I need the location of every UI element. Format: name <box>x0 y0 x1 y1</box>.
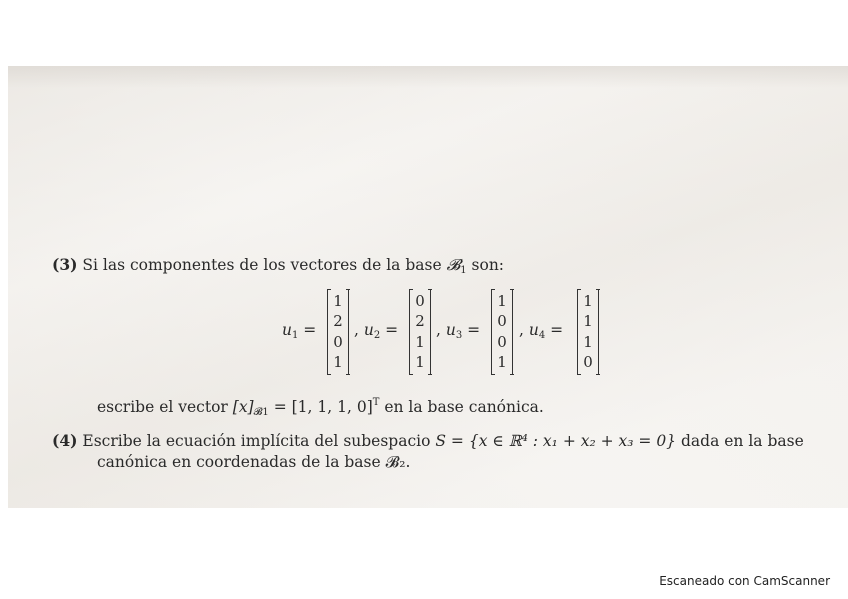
vector-u4-label: , $u_4$ = <box>519 321 564 341</box>
problem3-intro-post: son: <box>466 256 505 274</box>
problem4-number: (4) <box>52 431 78 450</box>
problem3-intro <box>52 257 504 276</box>
camscanner-watermark: Escaneado con CamScanner <box>659 574 830 588</box>
matrix-cell: 1 <box>415 332 425 351</box>
vector-u1-label: $u_1$ = <box>282 321 317 341</box>
basis-sub: 1 <box>460 265 467 276</box>
problem3-intro-pre: Si las componentes de los vectores de la base <box>82 256 447 274</box>
vector-u4-matrix <box>577 289 599 375</box>
vector-u3-matrix <box>491 289 513 375</box>
subspace-definition: S = {x ∈ ℝ⁴ : x₁ + x₂ + x₃ = 0} <box>435 432 677 450</box>
matrix-cell: 2 <box>333 312 343 331</box>
matrix-cell: 0 <box>497 332 507 351</box>
matrix-cell: 1 <box>497 291 507 310</box>
matrix-cell: 1 <box>583 332 593 351</box>
matrix-cell: 1 <box>333 291 343 310</box>
problem3-coord-line: escribe el vector $[x]_{𝓑1} = [1$, 1, 1, 0]$^T$ en la base canónica. <box>97 397 544 418</box>
vector-u3-label: , $u_3$ = <box>436 321 481 341</box>
vector-u1-matrix <box>327 289 349 375</box>
matrix-cell: 0 <box>333 332 343 351</box>
vector-u2-label: , $u_2$ = <box>354 321 399 341</box>
matrix-cell: 1 <box>583 312 593 331</box>
matrix-cell: 0 <box>497 312 507 331</box>
matrix-cell: 1 <box>497 353 507 372</box>
problem3-number: (3) <box>52 255 78 274</box>
problem4-line2: canónica en coordenadas de la base 𝓑₂. <box>97 453 411 471</box>
matrix-cell: 1 <box>583 291 593 310</box>
matrix-cell: 0 <box>583 353 593 372</box>
matrix-cell: 2 <box>415 312 425 331</box>
problem4-line1: (4) Escribe la ecuación implícita del subespacio S = {x ∈ ℝ⁴ : x₁ + x₂ + x₃ = 0} dada en la base <box>52 431 804 450</box>
vector-u2-matrix <box>409 289 431 375</box>
matrix-cell: 1 <box>415 353 425 372</box>
basis-symbol: 𝓑 <box>446 256 461 274</box>
matrix-cell: 0 <box>415 291 425 310</box>
matrix-cell: 1 <box>333 353 343 372</box>
